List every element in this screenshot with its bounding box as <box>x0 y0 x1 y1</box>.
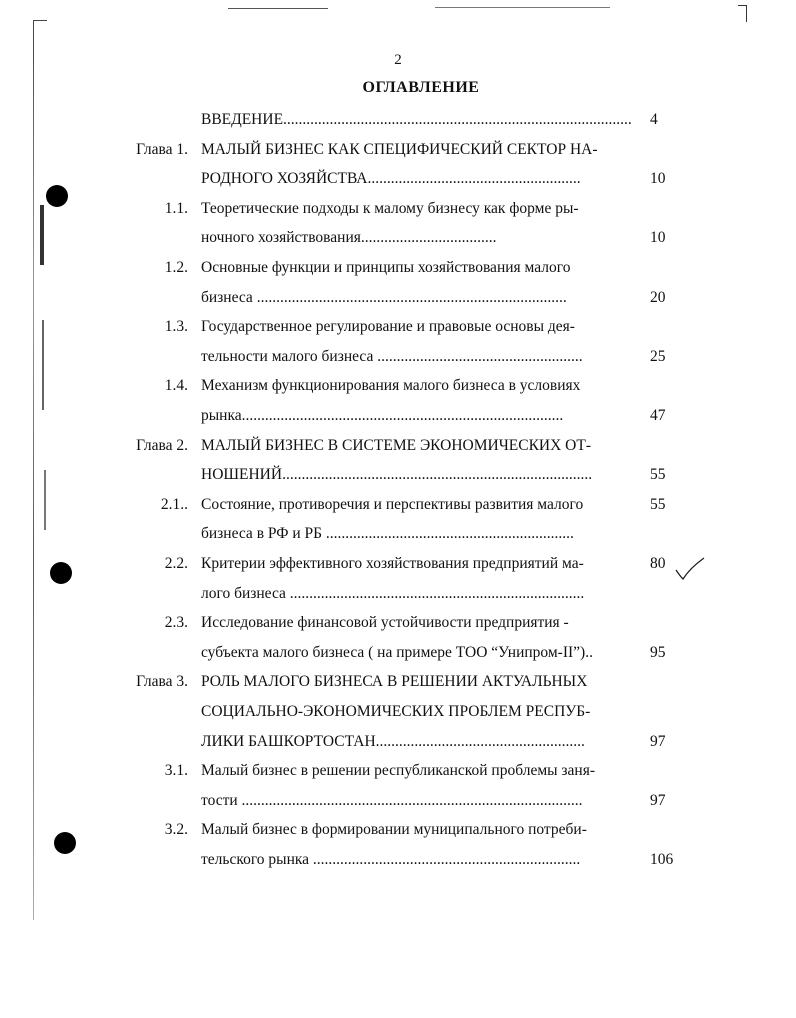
toc-entry-label: Глава 2. <box>136 436 188 454</box>
toc-entry-label: 1.3. <box>164 318 188 336</box>
toc-entry-text: Государственное регулирование и правовые основы дея- <box>201 318 575 336</box>
toc-entry-page: 10 <box>650 170 666 188</box>
toc-entry-text: бизнеса ................................................................................ <box>201 288 567 306</box>
toc-entry-text: Теоретические подходы к малому бизнесу как форме ры- <box>201 199 579 217</box>
toc-entry-label: 3.1. <box>164 762 188 780</box>
toc-entry-text: Основные функции и принципы хозяйствования малого <box>201 259 571 276</box>
toc-entry-page: 55 <box>650 495 666 513</box>
toc-entry-text: тости ........................................................................................ <box>201 791 583 809</box>
toc-entry-page: 106 <box>650 851 674 868</box>
toc-entry-label: 2.3. <box>164 614 188 632</box>
punch-hole-3 <box>54 832 76 854</box>
scan-smudge <box>40 205 44 265</box>
toc-entry-text: ВВЕДЕНИЕ.......................................................................................... <box>201 111 632 128</box>
toc-entry-page: 20 <box>650 288 666 306</box>
toc-entry-text: Малый бизнес в решении республиканской проблемы заня- <box>201 762 596 780</box>
toc-entry-text: МАЛЫЙ БИЗНЕС В СИСТЕМЕ ЭКОНОМИЧЕСКИХ ОТ- <box>201 436 591 454</box>
scan-corner-mark <box>738 5 747 22</box>
toc-entry-label: Глава 1. <box>136 140 188 158</box>
toc-entry-page: 10 <box>650 229 666 247</box>
handwritten-check-mark <box>674 556 706 582</box>
punch-hole-1 <box>46 185 68 207</box>
toc-entry-text: ночного хозяйствования................................... <box>201 229 497 247</box>
toc-entry-text: Механизм функционирования малого бизнеса в условиях <box>201 377 581 395</box>
toc-entry-text: тельского рынка ..................................................................... <box>201 851 581 868</box>
toc-entry-label: 1.2. <box>164 259 188 276</box>
scan-top-line-2 <box>435 7 610 8</box>
toc-entry-text: Малый бизнес в формировании муниципального потреби- <box>201 821 587 839</box>
toc-entry-text: РОДНОГО ХОЗЯЙСТВА....................................................... <box>201 170 581 188</box>
toc-entry-text: тельности малого бизнеса ..................................................... <box>201 347 583 365</box>
toc-entry-text: бизнеса в РФ и РБ ................................................................ <box>201 525 574 543</box>
toc-entry-page: 4 <box>650 111 658 128</box>
page-number: 2 <box>394 52 402 68</box>
toc-entry-label: 1.1. <box>164 199 188 217</box>
toc-entry-text: СОЦИАЛЬНО-ЭКОНОМИЧЕСКИХ ПРОБЛЕМ РЕСПУБ- <box>201 703 591 720</box>
toc-entry-label: 3.2. <box>164 821 188 839</box>
toc-entry-page: 80 <box>650 555 666 572</box>
page-title: ОГЛАВЛЕНИЕ <box>362 79 480 96</box>
toc-entry-page: 47 <box>650 407 666 424</box>
toc-entry-label: 2.1.. <box>160 495 188 513</box>
toc-entry-text: субъекта малого бизнеса ( на примере ТОО “Унипром-II”).. <box>201 643 593 661</box>
toc-entry-page: 97 <box>650 791 666 809</box>
toc-entry-page: 25 <box>650 347 666 365</box>
punch-hole-2 <box>50 562 72 584</box>
toc-entry-text: лого бизнеса ............................................................................ <box>201 584 585 602</box>
toc-entry-text: ЛИКИ БАШКОРТОСТАН...................................................... <box>201 732 585 750</box>
scan-left-edge <box>33 20 34 920</box>
toc-entry-text: МАЛЫЙ БИЗНЕС КАК СПЕЦИФИЧЕСКИЙ СЕКТОР НА- <box>201 140 598 158</box>
toc-entry-text: рынка................................................................................... <box>201 407 564 424</box>
toc-entry-label: 1.4. <box>164 377 188 395</box>
toc-entry-text: НОШЕНИЙ................................................................................ <box>201 466 593 484</box>
toc-entry-text: Состояние, противоречия и перспективы развития малого <box>201 495 584 513</box>
toc-entry-text: Исследование финансовой устойчивости предприятия - <box>201 614 569 632</box>
scan-top-line <box>228 8 328 9</box>
toc-entry-text: Критерии эффективного хозяйствования предприятий ма- <box>201 555 584 572</box>
toc-entry-page: 97 <box>650 732 666 750</box>
scan-smudge-2 <box>42 320 44 410</box>
scan-left-bracket <box>33 20 47 21</box>
toc-entry-page: 55 <box>650 466 666 484</box>
toc-entry-label: Глава 3. <box>136 673 188 691</box>
scan-smudge-3 <box>44 470 46 530</box>
toc-entry-text: РОЛЬ МАЛОГО БИЗНЕСА В РЕШЕНИИ АКТУАЛЬНЫХ <box>201 673 588 691</box>
toc-entry-page: 95 <box>650 643 666 661</box>
toc-entry-label: 2.2. <box>164 555 188 572</box>
